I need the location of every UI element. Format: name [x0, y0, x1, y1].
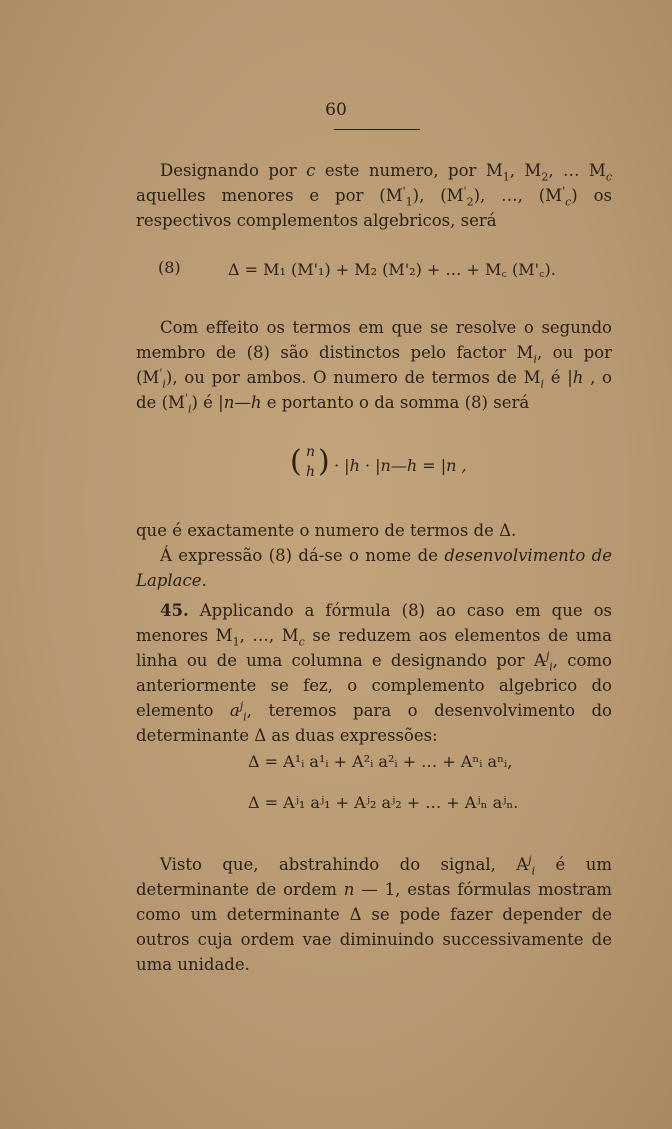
- binomial-bottom: h: [306, 464, 316, 480]
- equation-8: Δ = M₁ (M'₁) + M₂ (M'₂) + … + M꜀ (M'꜀).: [228, 260, 556, 279]
- paragraph-section-45: 45. Applicando a fórmula (8) ao caso em que os menores $M_1$, …, $M_c$ se reduzem aos elementos de uma linha ou de uma columna e designando por $A^j_i$, como anteriormente se fez, o complemento algebrico do elemento $a^j_i$, teremos para o desenvolvimento do determinante Δ as duas expressões:: [136, 601, 613, 745]
- equation-column-expansion: Δ = Aʲ₁ aʲ₁ + Aʲ₂ aʲ₂ + … + Aʲₙ aʲₙ.: [248, 793, 519, 812]
- page-number-rule: [334, 129, 420, 130]
- paragraph-distinct-terms: Com effeito os termos em que se resolve o segundo membro de (8) são distinctos pelo factor $M_i$, ou por $(M'_i)$, ou por ambos. O numero de termos de $M_i$ é |h , o de $(M'_i)$ é |n—h e portanto o da somma (8) será: [136, 318, 612, 416]
- equation-row-expansion: Δ = A¹ᵢ a¹ᵢ + A²ᵢ a²ᵢ + … + Aⁿᵢ aⁿᵢ,: [248, 752, 513, 771]
- paragraph-recursive-order: Visto que, abstrahindo do signal, $A^j_i$ é um determinante de ordem n — 1, estas fórmulas mostram como um determinante Δ se pode fazer depender de outros cuja ordem vae diminuindo successivamente de uma unidade.: [136, 853, 613, 974]
- paragraph-minors-definition: Designando por c este numero, por $M_1$, $M_2$, … $M_c$ aquelles menores e por $(M'_1)$, $(M'_2)$, …, $(M'_c)$ os respectivos complementos algebricos, será: [136, 161, 612, 230]
- binomial-top: n: [306, 444, 316, 460]
- binomial-product: · |h · |n—h = |n ,: [334, 456, 467, 475]
- binomial-left-paren: (: [290, 444, 302, 479]
- page-number: 60: [325, 100, 347, 120]
- paragraph-laplace-name: Á expressão (8) dá-se o nome de desenvolvimento de Laplace.: [136, 546, 612, 590]
- equation-8-label: (8): [158, 258, 181, 277]
- paragraph-exact-terms: que é exactamente o numero de termos de Δ.: [136, 521, 517, 540]
- binomial-right-paren: ): [318, 444, 330, 479]
